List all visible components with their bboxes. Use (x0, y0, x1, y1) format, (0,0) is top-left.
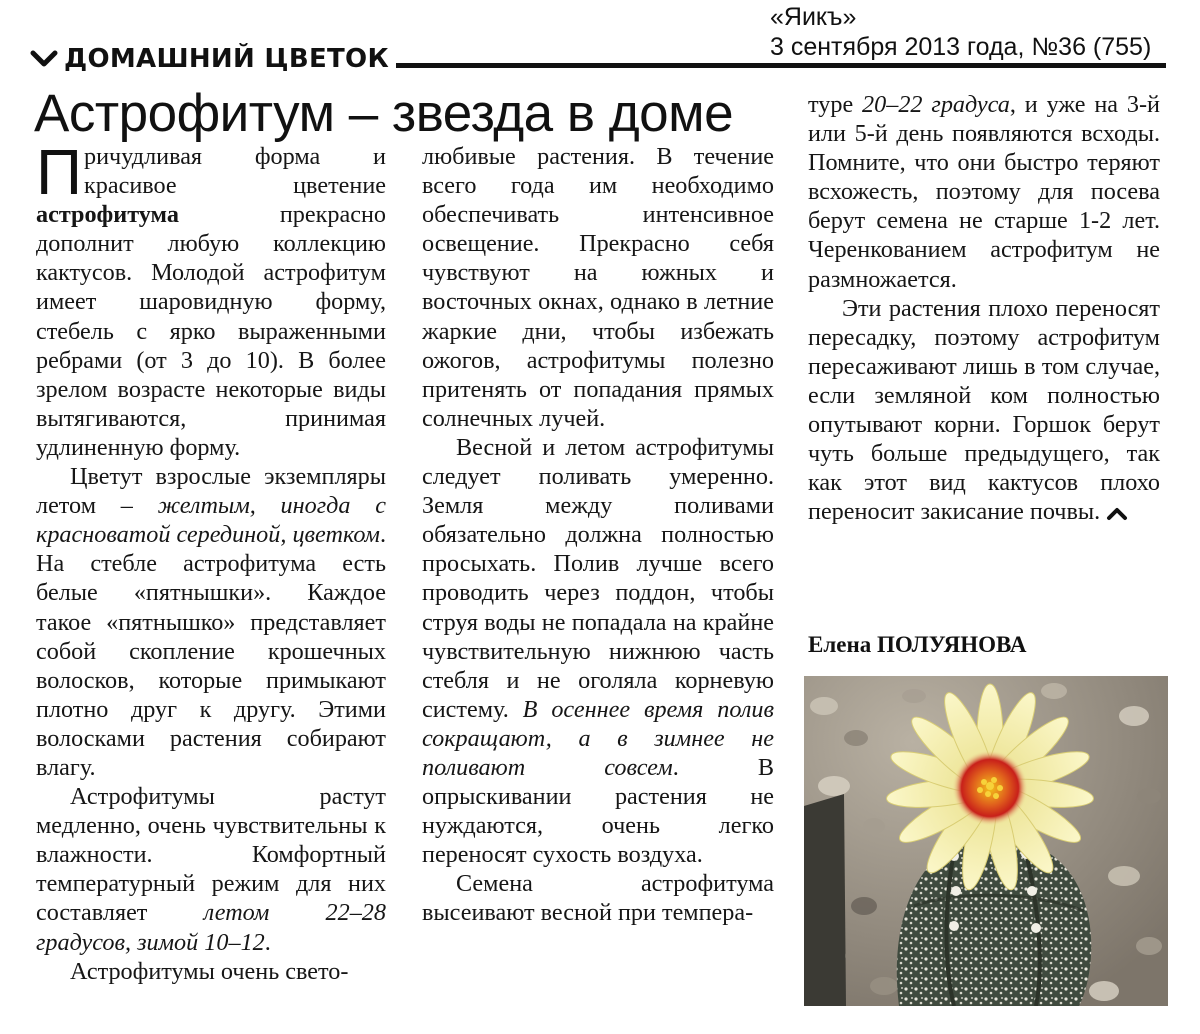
paragraph-6-continued (808, 90, 1160, 294)
rubric-label: ДОМАШНИЙ ЦВЕТОК (64, 44, 389, 74)
issue-date: 3 сентября 2013 года, №36 (755) (770, 33, 1152, 61)
paragraph-5 (422, 433, 774, 869)
paragraph-6-start (422, 869, 774, 927)
chevron-down-icon (30, 49, 58, 69)
paragraph-4-continued (422, 142, 774, 433)
paragraph-4-text: Астрофитумы очень свето- (70, 957, 349, 985)
article-column-1 (36, 136, 386, 986)
paragraph-5-text: Весной и летом астрофитумы следует поливать умеренно. Земля между поливами обязательно должна полностью просыхать. Полив лучше всего проводить через поддон, чтобы струя воды не попадала на крайне чувствительную нижнюю часть стебля и не оголяла корневую систему. (422, 433, 774, 723)
paragraph-2-text: Цветут взрослые экземпляры летом – (36, 463, 386, 520)
paragraph-1-text: ричудливая форма и красивое цветение (84, 143, 386, 200)
newspaper-name: «Яикъ» (770, 3, 857, 31)
author-byline: Елена ПОЛУЯНОВА (808, 632, 1027, 657)
paragraph-6-text-3: , и уже на 3-й или 5-й день появляются всходы. Помните, что они быстро теряют всхожесть, поэтому для посева берут семена не старше 1-2 лет. Черенкованием астрофитум не размножается. (808, 91, 1160, 293)
paragraph-2-italic: желтым, иногда с красноватой серединой, цветком (36, 492, 386, 549)
chevron-up-icon (1106, 507, 1128, 521)
paragraph-3-text: Астрофитумы растут медленно, очень чувствительны к влажности. Комфортный температурный режим для них составляет (36, 783, 386, 927)
paragraph-7-text: Эти растения плохо переносят пересадку, поэтому астрофитум пересаживают лишь в том случае, если земляной ком полностью опутывают корни. Горшок берут чуть больше предыдущего, так как этот вид кактусов плохо переносит закисание почвы. (808, 294, 1160, 526)
paragraph-1 (36, 136, 386, 462)
astrophytum-flower-photo (804, 676, 1168, 1006)
paragraph-1-bold: астрофитума (36, 201, 179, 229)
masthead (770, 2, 1170, 62)
paragraph-7 (808, 294, 1160, 527)
paragraph-3-text-2: . (264, 928, 271, 956)
paragraph-2-text-2: . На стебле астрофитума есть белые «пятнышки». Каждое такое «пятнышко» представляет собой скопление крошечных волосков, которые примыкают плотно друг к другу. Этими волосками растения собирают влагу. (36, 521, 386, 781)
article-column-2 (422, 142, 774, 928)
paragraph-5-italic: В осеннее время полив сокращают, а в зимнее не поливают совсем (422, 695, 774, 781)
rubric (30, 44, 389, 74)
paragraph-6-text-2: туре (808, 91, 863, 118)
paragraph-4-text-2: любивые растения. В течение всего года им необходимо обеспечивать интенсивное освещение. Прекрасно себя чувствуют на южных и восточных окнах, однако в летние жаркие дни, чтобы избежать ожогов, астрофитумы полезно притенять от попадания прямых солнечных лучей. (422, 143, 774, 432)
rubric-rule (396, 63, 1166, 68)
paragraph-2 (36, 462, 386, 782)
paragraph-4-start (36, 957, 386, 986)
article-column-3 (808, 90, 1160, 526)
paragraph-3-italic: летом 22–28 градусов, зимой 10–12 (36, 899, 386, 956)
paragraph-6-italic: 20–22 градуса (862, 91, 1010, 118)
paragraph-6-text: Семена астрофитума высеивают весной при темпера- (422, 870, 774, 927)
paragraph-5-text-2: . В опрыскивании растения не нуждаются, очень легко переносят сухость воздуха. (422, 753, 774, 869)
headline: Астрофитум – звезда в доме (34, 84, 734, 143)
paragraph-1-text-2: прекрасно дополнит любую коллекцию кактусов. Молодой астрофитум имеет шаровидную форму, стебель с ярко выраженными ребрами (от 3 до 10). В более зрелом возрасте некоторые виды вытягиваются, принимая удлиненную форму. (36, 201, 386, 461)
drop-cap: П (36, 136, 82, 208)
paragraph-3 (36, 782, 386, 957)
